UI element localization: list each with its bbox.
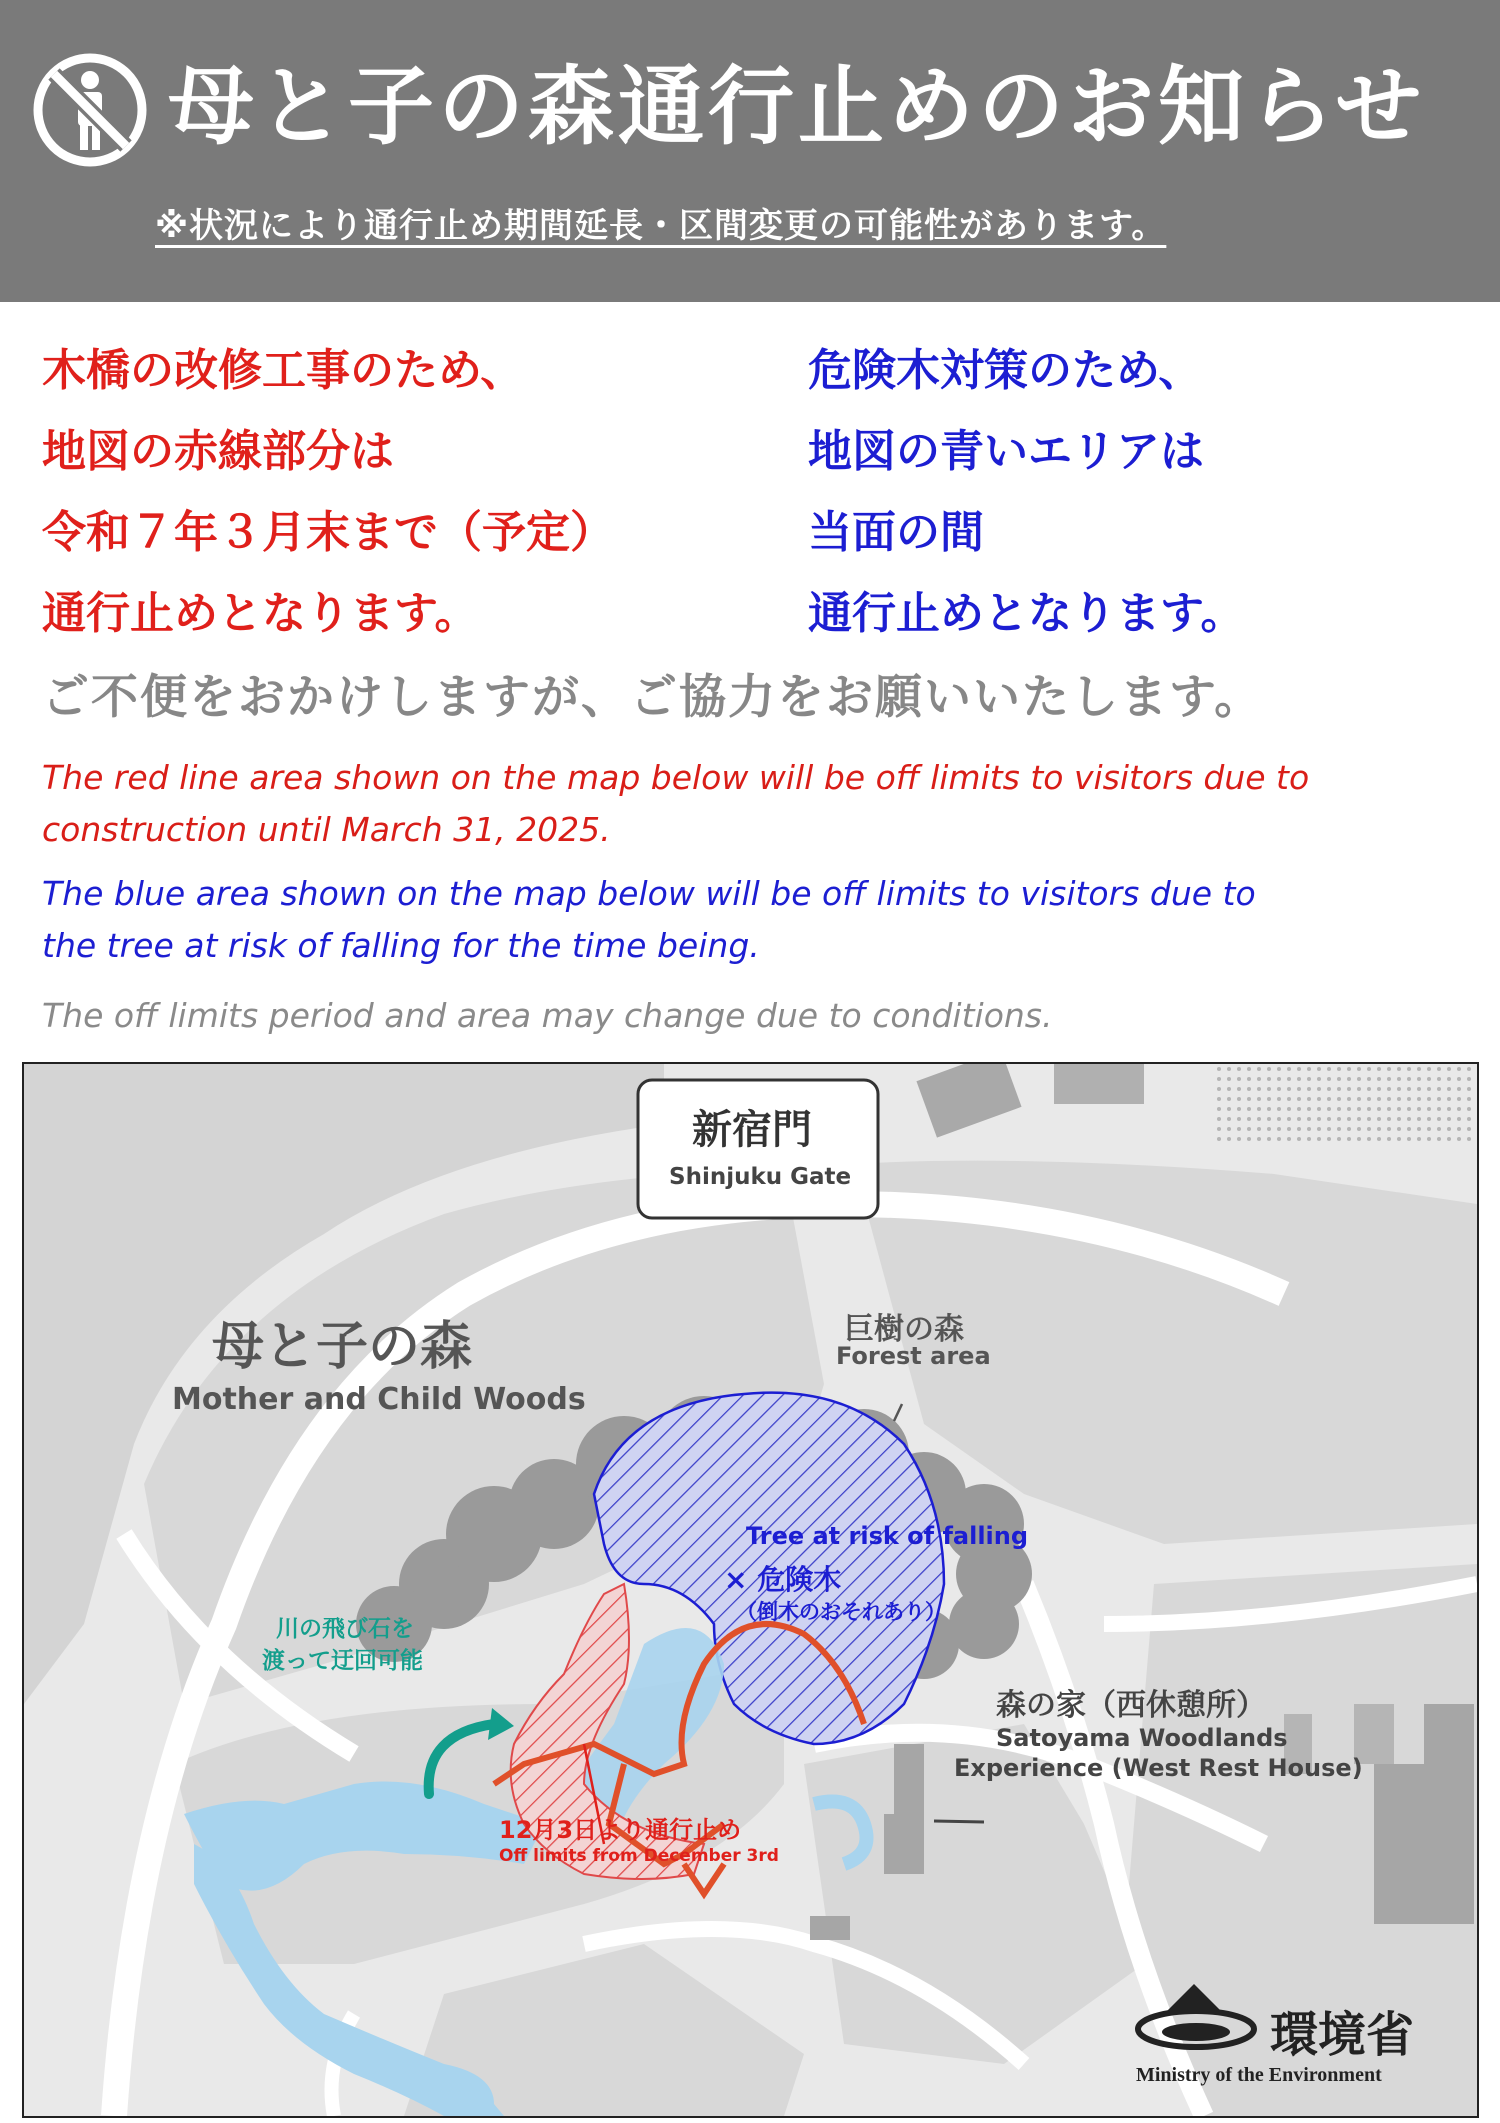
- ministry-name-en: Ministry of the Environment: [1136, 2064, 1382, 2086]
- english-blue-notice: [42, 868, 1256, 972]
- notice-blue-line: 当面の間: [808, 507, 984, 558]
- map-building: [1424, 1704, 1474, 1924]
- gate-label-jp: 新宿門: [692, 1107, 812, 1153]
- page-title: 母と子の森通行止めのお知らせ: [168, 57, 1426, 157]
- closed-label-jp: 12月3日より通行止め: [499, 1816, 742, 1844]
- map-dotted-area: [1214, 1064, 1477, 1144]
- tree-risk-label-sub: （倒木のおそれあり）: [736, 1600, 946, 1624]
- english-red-line: The red line area shown on the map below will be off limits to visitors due to: [42, 758, 1310, 797]
- tree-risk-label-en: Tree at risk of falling: [746, 1522, 1029, 1550]
- rest-house-label-jp: 森の家（西休憩所）: [996, 1688, 1266, 1723]
- forest-label-en: Forest area: [836, 1342, 991, 1370]
- notice-blue-line: 通行止めとなります。: [808, 588, 1245, 639]
- english-red-line: construction until March 31, 2025.: [42, 810, 611, 849]
- closed-label-en: Off limits from December 3rd: [499, 1846, 779, 1866]
- detour-label-2: 渡って迂回可能: [262, 1648, 423, 1674]
- map-building: [884, 1814, 924, 1874]
- notice-red-line: 通行止めとなります。: [42, 588, 479, 639]
- notice-blue-line: 地図の青いエリアは: [808, 426, 1204, 477]
- notice-red-line: 令和７年３月末まで（予定）: [42, 507, 614, 558]
- map-building: [1054, 1064, 1144, 1104]
- subtitle-note: ※状況により通行止め期間延長・区間変更の可能性があります。: [155, 206, 1167, 246]
- english-gray-notice: The off limits period and area may change due to conditions.: [42, 996, 1053, 1035]
- closure-map: [22, 1062, 1479, 2118]
- english-red-notice: [42, 752, 1309, 856]
- notice-red-line: 地図の赤線部分は: [42, 426, 394, 477]
- notice-blue: [808, 330, 1244, 654]
- ministry-name-jp: 環境省: [1270, 2007, 1415, 2063]
- english-blue-line: the tree at risk of falling for the time being.: [42, 926, 760, 965]
- notice-blue-line: 危険木対策のため、: [808, 345, 1203, 396]
- forest-label-jp: 巨樹の森: [844, 1312, 964, 1347]
- notice-red: [42, 330, 614, 654]
- map-building: [894, 1744, 924, 1814]
- gate-label-en: Shinjuku Gate: [669, 1164, 852, 1190]
- leader-line: [934, 1821, 984, 1822]
- header-banner: [0, 0, 1500, 302]
- rest-house-label-en-2: Experience (West Rest House): [954, 1754, 1363, 1782]
- apology-text: ご不便をおかけしますが、ご協力をお願いいたします。: [42, 670, 1264, 725]
- english-blue-line: The blue area shown on the map below will be off limits to visitors due to: [42, 874, 1256, 913]
- tree-risk-label-jp: × 危険木: [724, 1563, 842, 1596]
- detour-label-1: 川の飛び石を: [276, 1616, 414, 1642]
- notice-red-line: 木橋の改修工事のため、: [42, 345, 525, 396]
- map-building: [810, 1916, 850, 1940]
- no-pedestrian-icon: [30, 50, 150, 170]
- rest-house-label-en-1: Satoyama Woodlands: [996, 1724, 1288, 1752]
- woods-label-en: Mother and Child Woods: [172, 1382, 586, 1417]
- woods-label-jp: 母と子の森: [212, 1317, 473, 1377]
